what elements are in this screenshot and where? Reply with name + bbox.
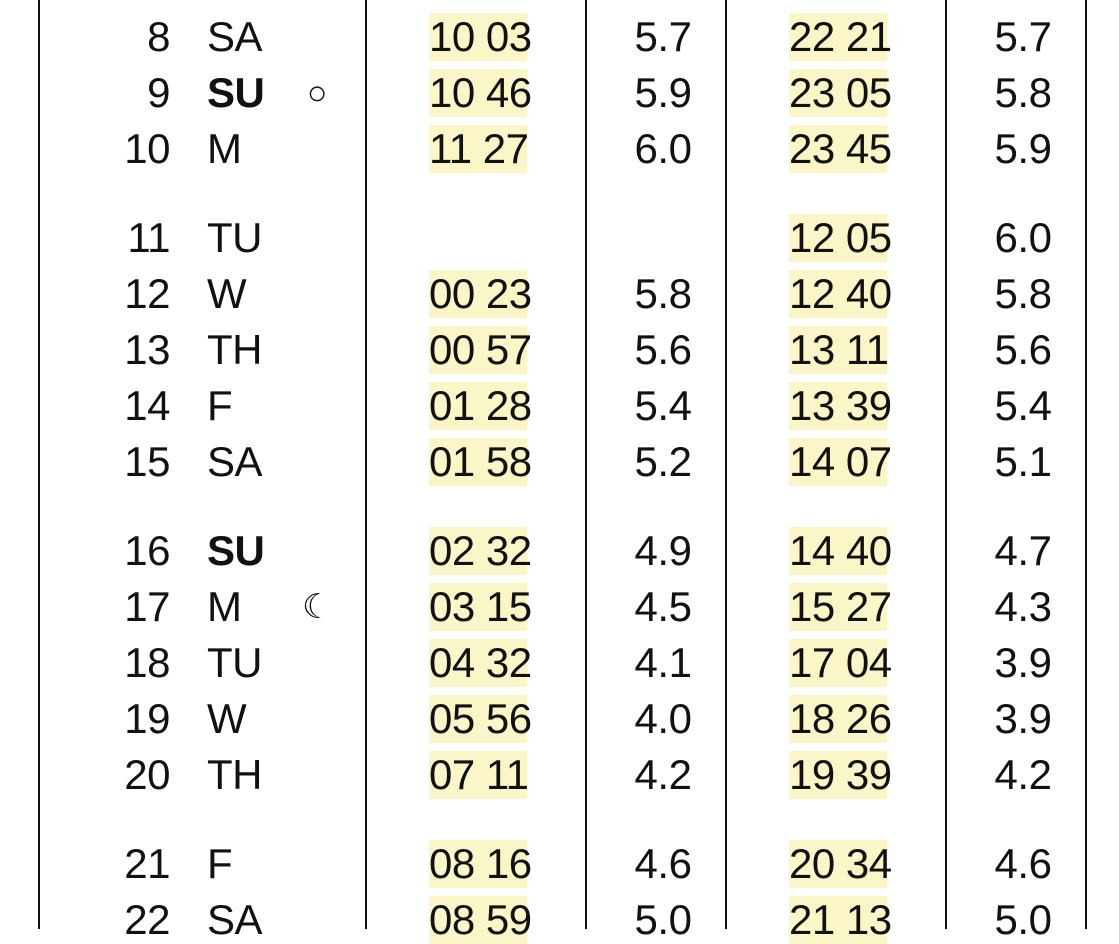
high-water-height-am: 4.0 (634, 695, 692, 742)
high-water-height-pm: 5.4 (994, 382, 1052, 429)
high-water-time-pm: 18 26 (789, 695, 892, 742)
high-water-height-pm: 4.3 (994, 583, 1052, 630)
high-water-height-pm: 4.7 (994, 527, 1052, 574)
high-water-height-am: 5.4 (634, 382, 692, 429)
high-water-height-pm: 5.9 (994, 125, 1052, 172)
day-of-week: F (207, 840, 233, 887)
high-water-height-pm: 5.0 (994, 896, 1052, 943)
column-divider (725, 0, 727, 929)
day-number: 8 (147, 13, 170, 60)
day-number: 9 (147, 69, 170, 116)
day-of-week: M (207, 125, 242, 172)
high-water-time-pm: 12 05 (789, 214, 892, 261)
high-water-height-am: 4.9 (634, 527, 692, 574)
high-water-time-am: 08 16 (429, 840, 532, 887)
day-of-week: SA (207, 896, 263, 943)
high-water-height-am: 5.7 (634, 13, 692, 60)
high-water-height-pm: 5.6 (994, 326, 1052, 373)
high-water-time-am: 10 03 (429, 13, 532, 60)
high-water-height-am: 5.0 (634, 896, 692, 943)
high-water-height-am: 4.5 (634, 583, 692, 630)
high-water-time-pm: 14 40 (789, 527, 892, 574)
day-of-week: SU (207, 69, 265, 116)
day-of-week: M (207, 583, 242, 630)
high-water-time-pm: 22 21 (789, 13, 892, 60)
day-number: 12 (124, 270, 170, 317)
high-water-time-pm: 23 45 (789, 125, 892, 172)
high-water-time-am: 11 27 (429, 125, 529, 172)
high-water-height-pm: 4.6 (994, 840, 1052, 887)
day-number: 21 (124, 840, 170, 887)
day-of-week: TH (207, 326, 262, 373)
column-divider (945, 0, 947, 929)
high-water-time-am: 00 57 (429, 326, 532, 373)
high-water-height-am: 5.9 (634, 69, 692, 116)
high-water-time-am: 03 15 (429, 583, 532, 630)
day-of-week: SA (207, 13, 263, 60)
column-divider (365, 0, 367, 929)
high-water-time-am: 07 11 (429, 751, 529, 798)
high-water-height-pm: 6.0 (994, 214, 1052, 261)
day-number: 13 (124, 326, 170, 373)
high-water-time-pm: 15 27 (789, 583, 892, 630)
high-water-height-am: 6.0 (634, 125, 692, 172)
day-number: 14 (124, 382, 170, 429)
high-water-height-pm: 4.2 (994, 751, 1052, 798)
day-number: 22 (124, 896, 170, 943)
last-quarter-moon-icon: ☾ (302, 588, 332, 626)
high-water-height-pm: 3.9 (994, 695, 1052, 742)
day-of-week: SA (207, 438, 263, 485)
high-water-time-pm: 23 05 (789, 69, 892, 116)
high-water-time-am: 01 58 (429, 438, 532, 485)
high-water-height-am: 4.2 (634, 751, 692, 798)
high-water-height-am: 5.6 (634, 326, 692, 373)
high-water-height-pm: 5.1 (994, 438, 1052, 485)
high-water-time-am: 04 32 (429, 639, 532, 686)
high-water-time-pm: 20 34 (789, 840, 892, 887)
high-water-time-am: 01 28 (429, 382, 532, 429)
full-moon-icon: ○ (306, 74, 328, 112)
day-number: 15 (124, 438, 170, 485)
day-number: 11 (127, 214, 170, 261)
day-of-week: TU (207, 639, 262, 686)
column-divider (585, 0, 587, 929)
high-water-time-am: 08 59 (429, 896, 532, 943)
high-water-time-pm: 21 13 (789, 896, 892, 943)
high-water-time-pm: 13 11 (789, 326, 889, 373)
day-number: 18 (124, 639, 170, 686)
high-water-time-pm: 14 07 (789, 438, 892, 485)
day-of-week: SU (207, 527, 265, 574)
high-water-time-am: 02 32 (429, 527, 532, 574)
high-water-height-pm: 5.7 (994, 13, 1052, 60)
day-of-week: TH (207, 751, 262, 798)
high-water-height-am: 5.2 (634, 438, 692, 485)
day-of-week: TU (207, 214, 262, 261)
column-divider (38, 0, 40, 929)
day-number: 17 (124, 583, 170, 630)
high-water-height-am: 5.8 (634, 270, 692, 317)
day-number: 10 (124, 125, 170, 172)
high-water-time-am: 00 23 (429, 270, 532, 317)
day-of-week: W (207, 695, 247, 742)
high-water-height-am: 4.6 (634, 840, 692, 887)
day-number: 16 (124, 527, 170, 574)
column-divider (1085, 0, 1087, 929)
high-water-time-pm: 17 04 (789, 639, 892, 686)
day-number: 20 (124, 751, 170, 798)
high-water-height-pm: 3.9 (994, 639, 1052, 686)
high-water-time-pm: 13 39 (789, 382, 892, 429)
day-of-week: F (207, 382, 233, 429)
high-water-time-am: 05 56 (429, 695, 532, 742)
high-water-height-pm: 5.8 (994, 69, 1052, 116)
high-water-time-pm: 19 39 (789, 751, 892, 798)
day-number: 19 (124, 695, 170, 742)
high-water-time-pm: 12 40 (789, 270, 892, 317)
high-water-height-pm: 5.8 (994, 270, 1052, 317)
day-of-week: W (207, 270, 247, 317)
high-water-time-am: 10 46 (429, 69, 532, 116)
high-water-height-am: 4.1 (634, 639, 692, 686)
